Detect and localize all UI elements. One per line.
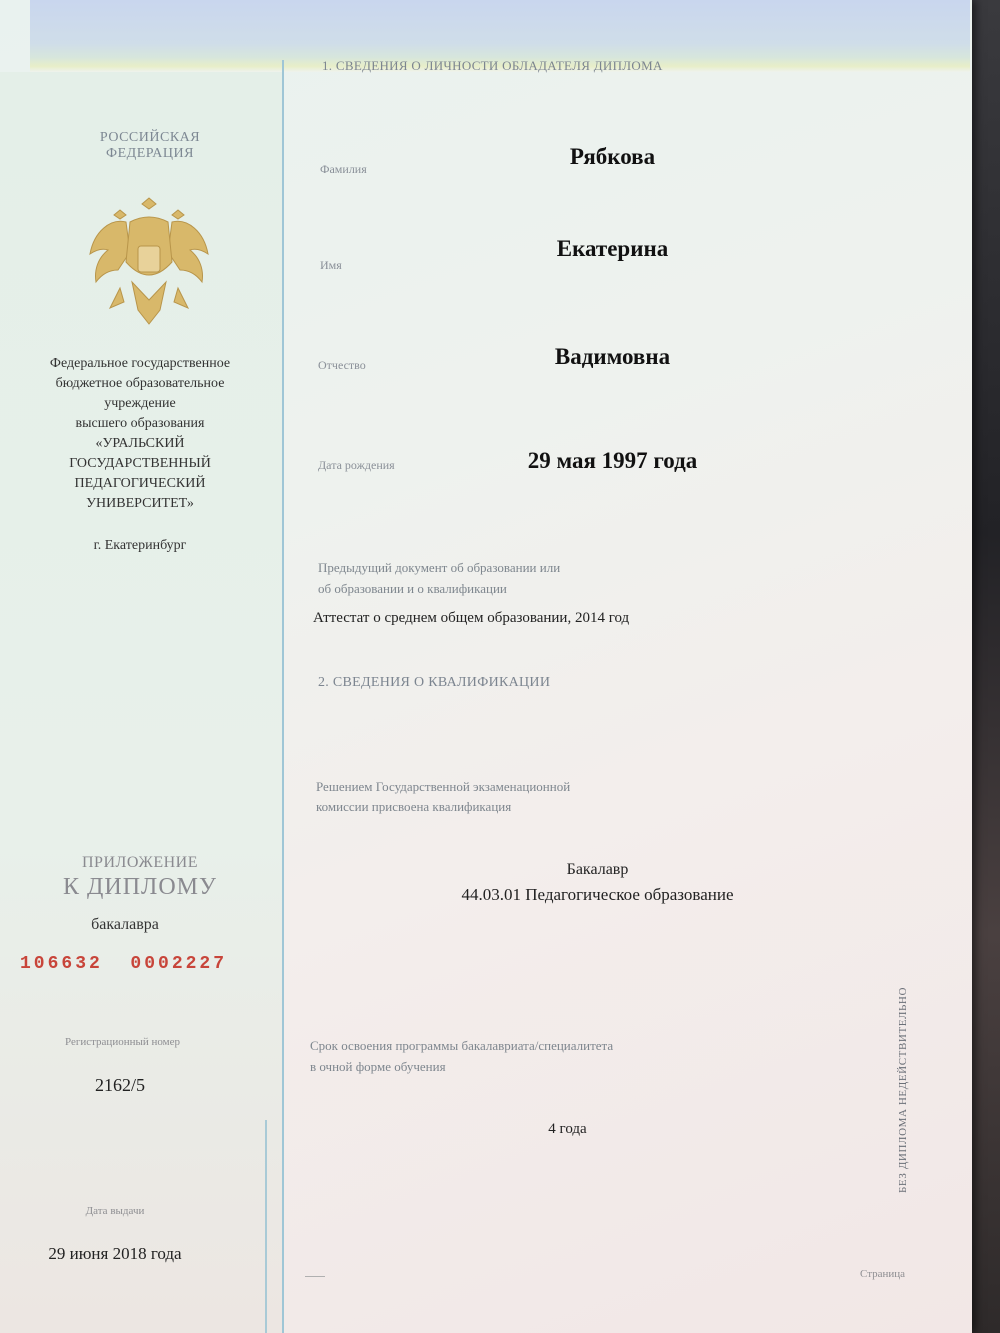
program-value: 44.03.01 Педагогическое образование [461, 885, 734, 904]
void-notice: БЕЗ ДИПЛОМА НЕДЕЙСТВИТЕЛЬНО [897, 986, 909, 1194]
patronymic-label: Отчество [318, 358, 366, 372]
study-term-value: 4 года [548, 1121, 587, 1137]
previous-document-label-line: Предыдущий документ об образовании или [318, 560, 561, 575]
degree-level: бакалавра [91, 916, 159, 933]
patronymic-value: Вадимовна [554, 344, 671, 369]
institution-line: бюджетное образовательное [55, 376, 225, 391]
surname-value: Рябкова [569, 144, 656, 169]
name-value: Екатерина [556, 236, 669, 261]
study-term-label-line: Срок освоения программы бакалавриата/специалитета [310, 1038, 614, 1053]
previous-document-label [318, 557, 648, 599]
coat-of-arms-emblem [80, 192, 218, 332]
institution-line: Федеральное государственное [49, 356, 231, 371]
serial-number: 106632 0002227 [20, 954, 228, 974]
city: г. Екатеринбург [93, 538, 187, 553]
footer-dash [305, 1276, 325, 1277]
study-term-label-line: в очной форме обучения [310, 1059, 446, 1074]
institution-line: УНИВЕРСИТЕТ» [86, 496, 194, 511]
country-name: РОССИЙСКАЯ ФЕДЕРАЦИЯ [99, 130, 201, 161]
institution-line: «УРАЛЬСКИЙ [95, 436, 185, 451]
institution-line: высшего образования [75, 416, 205, 431]
issue-date: 29 июня 2018 года [48, 1244, 182, 1263]
registration-number-label: Регистрационный номер [64, 1036, 181, 1048]
section-2-title: 2. СВЕДЕНИЯ О КВАЛИФИКАЦИИ [318, 675, 551, 690]
birth-date-label: Дата рождения [318, 458, 395, 472]
name-label: Имя [320, 258, 342, 272]
supplement-subheading: К ДИПЛОМУ [63, 874, 217, 900]
qualification-value: Бакалавр [566, 861, 629, 878]
institution-line: учреждение [104, 396, 176, 411]
column-divider [282, 60, 284, 1333]
issue-date-label: Дата выдачи [85, 1205, 145, 1217]
previous-document-value: Аттестат о среднем общем образовании, 2014 год [313, 610, 630, 626]
institution-line: ПЕДАГОГИЧЕСКИЙ [74, 476, 206, 491]
study-term-label [310, 1035, 710, 1077]
supplement-heading: ПРИЛОЖЕНИЕ [81, 854, 198, 871]
institution-line: ГОСУДАРСТВЕННЫЙ [69, 456, 211, 471]
column-divider-lower [265, 1120, 267, 1333]
commission-decision-label [316, 777, 646, 817]
registration-number: 2162/5 [94, 1075, 145, 1095]
institution-name [30, 354, 250, 514]
section-1-title: 1. СВЕДЕНИЯ О ЛИЧНОСТИ ОБЛАДАТЕЛЯ ДИПЛОМА [322, 58, 663, 73]
birth-date-value: 29 мая 1997 года [527, 448, 698, 473]
previous-document-label-line: об образовании и о квалификации [318, 581, 507, 596]
page-label: Страница [860, 1268, 906, 1280]
commission-decision-line: Решением Государственной экзаменационной [316, 779, 571, 794]
surname-label: Фамилия [320, 162, 367, 176]
commission-decision-line: комиссии присвоена квалификация [316, 799, 512, 814]
